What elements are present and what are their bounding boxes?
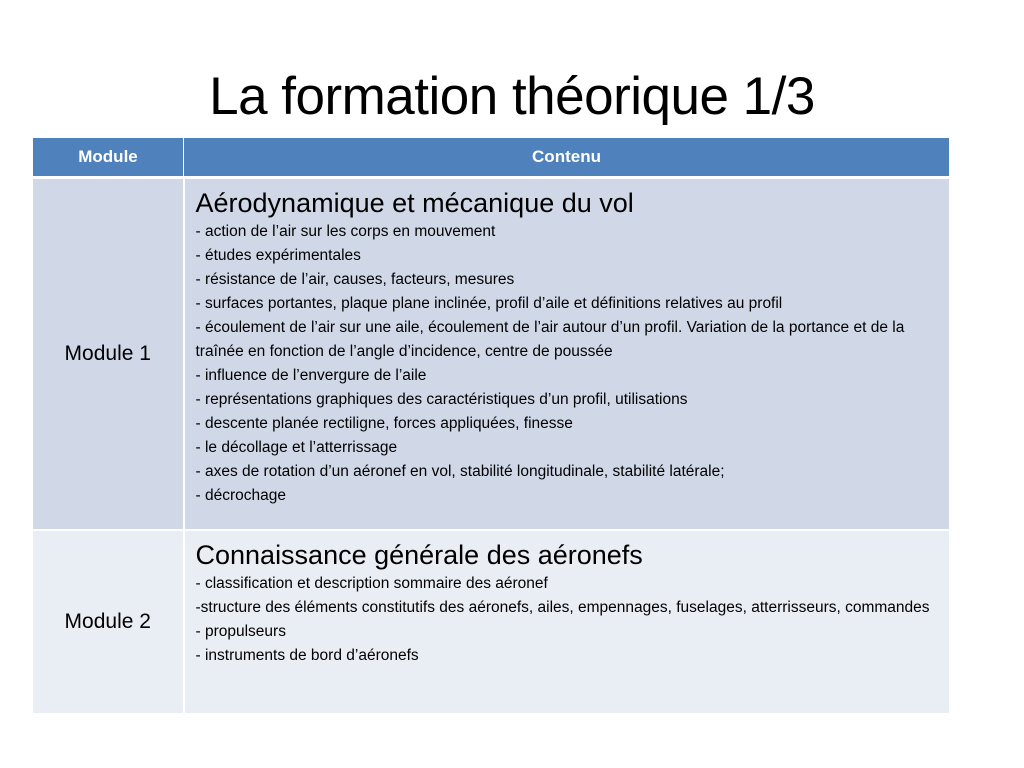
column-header-module: Module <box>33 138 184 178</box>
list-item: - représentations graphiques des caractéristiques d’un profil, utilisations <box>195 391 688 408</box>
table-header-row <box>33 138 950 178</box>
list-item: - descente planée rectiligne, forces appliquées, finesse <box>195 415 573 432</box>
list-item: - le décollage et l’atterrissage <box>195 439 398 456</box>
list-item: - action de l’air sur les corps en mouvement <box>195 223 496 240</box>
list-item: - classification et description sommaire des aéronef <box>195 575 548 592</box>
list-item: - instruments de bord d’aéronefs <box>195 647 419 664</box>
list-item: - propulseurs <box>195 623 286 640</box>
slide-title: La formation théorique 1/3 <box>209 67 815 126</box>
list-item: - axes de rotation d’un aéronef en vol, stabilité longitudinale, stabilité latérale; <box>195 463 725 480</box>
table-row <box>33 178 950 531</box>
table-row <box>33 530 950 714</box>
module-name-cell: Module 1 <box>33 178 184 531</box>
list-item: -structure des éléments constitutifs des aéronefs, ailes, empennages, fuselages, atterrisseurs, commandes <box>195 599 930 616</box>
list-item: - décrochage <box>195 487 286 504</box>
column-header-content: Contenu <box>184 138 950 178</box>
list-item: - résistance de l’air, causes, facteurs, mesures <box>195 271 515 288</box>
module-topic-list <box>196 220 939 508</box>
table-header <box>33 138 950 178</box>
module-heading: Connaissance générale des aéronefs <box>195 540 643 570</box>
list-item: - influence de l’envergure de l’aile <box>195 367 427 384</box>
module-content-cell <box>184 530 950 714</box>
module-heading: Aérodynamique et mécanique du vol <box>195 188 634 218</box>
list-item: - écoulement de l’air sur une aile, écoulement de l’air autour d’un profil. Variation de la portance et de la traînée en fonction de l’angle d’incidence, centre de poussée <box>195 319 905 360</box>
module-topic-list <box>196 572 939 668</box>
module-name-cell: Module 2 <box>33 530 184 714</box>
list-item: - études expérimentales <box>195 247 361 264</box>
training-modules-table <box>32 137 951 715</box>
list-item: - surfaces portantes, plaque plane inclinée, profil d’aile et définitions relatives au profil <box>195 295 783 312</box>
module-content-cell <box>184 178 950 531</box>
